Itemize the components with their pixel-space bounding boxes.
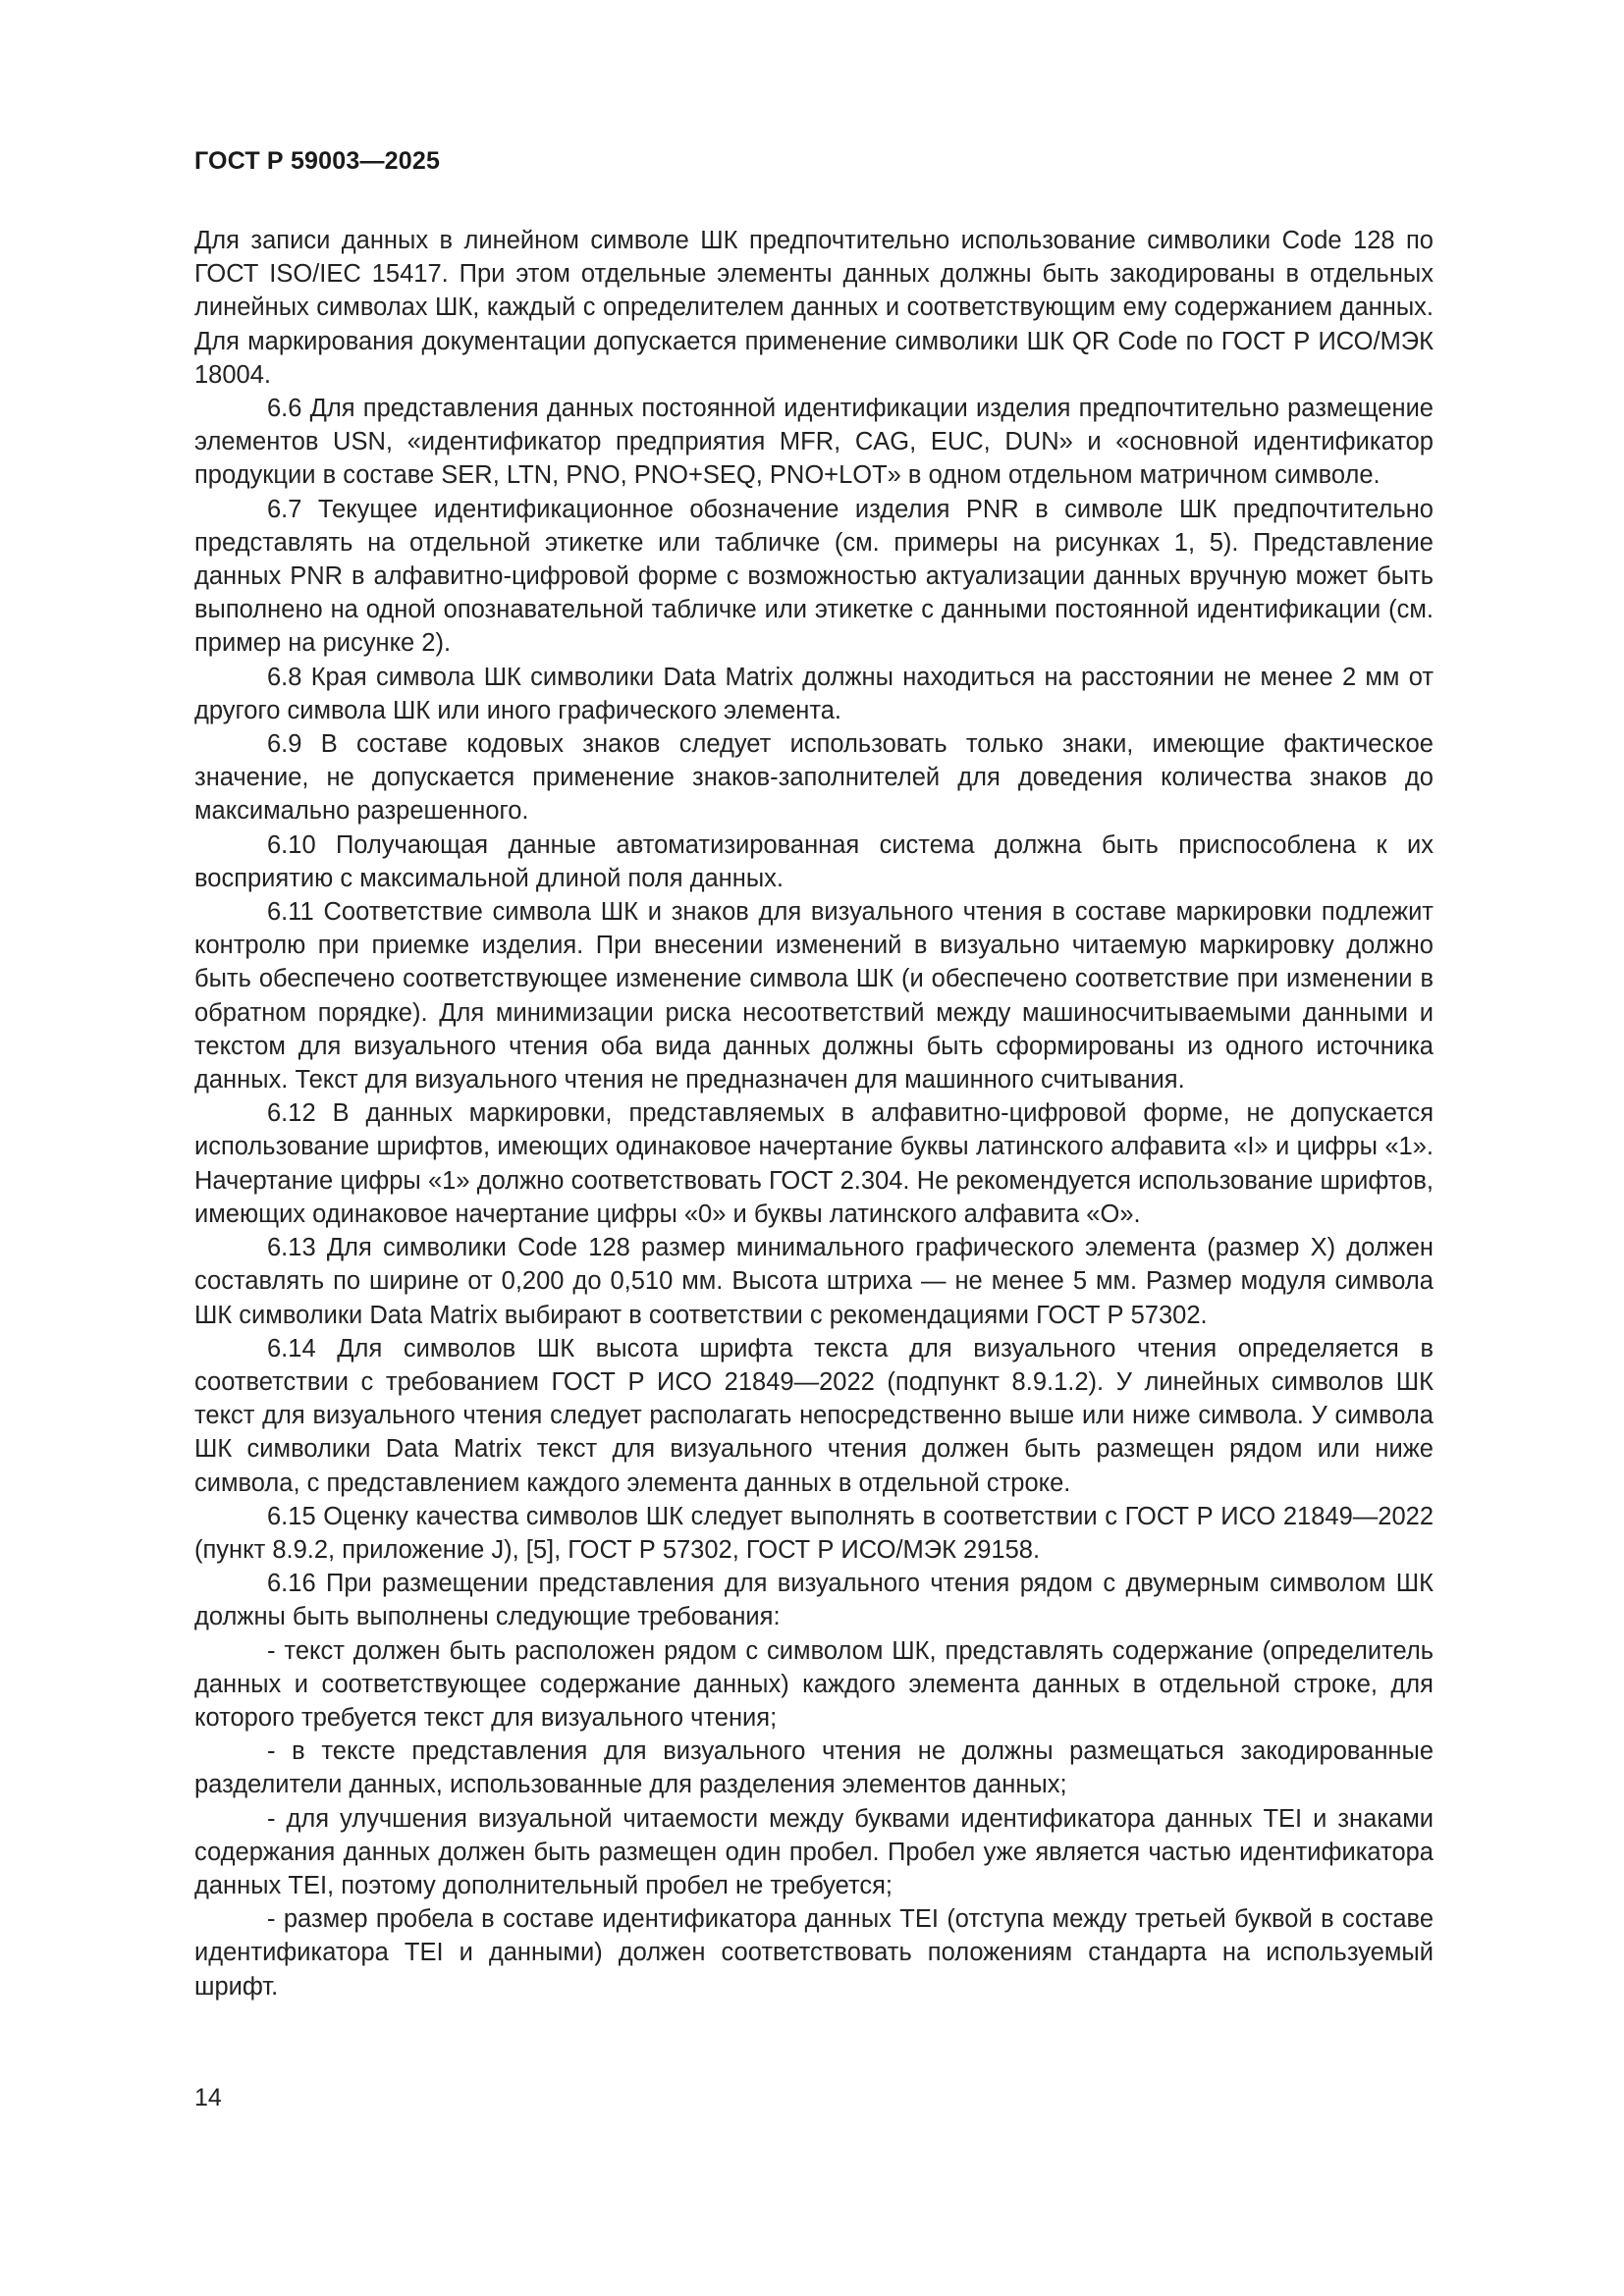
paragraph-6-15: 6.15 Оценку качества символов ШК следует выполнять в соответствии с ГОСТ Р ИСО 21849—2022 (пункт 8.9.2, приложение J), [5], ГОСТ Р 57302, ГОСТ Р ИСО/МЭК 29158. — [194, 1502, 1434, 1564]
list-item: - текст должен быть расположен рядом с символом ШК, представлять содержание (определитель данных и соответствующее содержание данных) каждого элемента данных в отдельной строке, для которого требуется текст для визуального чтения; — [194, 1636, 1434, 1732]
paragraph-6-13: 6.13 Для символики Code 128 размер минимального графического элемента (размер X) должен составлять по ширине от 0,200 до 0,510 мм. Высота штриха — не менее 5 мм. Размер модуля символа ШК символики Data Matrix выбирают в соответствии с рекомендациями ГОСТ Р 57302. — [194, 1234, 1434, 1329]
paragraph-6-8: 6.8 Края символа ШК символики Data Matrix должны находиться на расстоянии не менее 2 мм от другого символа ШК или иного графического элемента. — [194, 663, 1434, 724]
page-number: 14 — [194, 2084, 222, 2111]
list-item: - для улучшения визуальной читаемости между буквами идентификатора данных TEI и знаками содержания данных должен быть размещен один пробел. Пробел уже является частью идентификатора данных TEI, поэтому дополнительный пробел не требуется; — [194, 1804, 1434, 1899]
paragraph-6-14: 6.14 Для символов ШК высота шрифта текста для визуального чтения определяется в соответствии с требованием ГОСТ Р ИСО 21849—2022 (подпункт 8.9.1.2). У линейных символов ШК текст для визуального чтения следует располагать непосредственно выше или ниже символа. У символа ШК символики Data Matrix текст для визуального чтения должен быть размещен рядом или ниже символа, с представлением каждого элемента данных в отдельной строке. — [194, 1334, 1434, 1497]
list-item: - размер пробела в составе идентификатора данных TEI (отступа между третьей буквой в составе идентификатора TEI и данными) должен соответствовать положениям стандарта на используемый шрифт. — [194, 1905, 1434, 2001]
paragraph-6-16: 6.16 При размещении представления для визуального чтения рядом с двумерным символом ШК должны быть выполнены следующие требования: — [194, 1570, 1434, 1631]
paragraph-6-7: 6.7 Текущее идентификационное обозначение изделия PNR в символе ШК предпочтительно представлять на отдельной этикетке или табличке (см. примеры на рисунках 1, 5). Представление данных PNR в алфавитно-цифровой форме с возможностью актуализации данных вручную может быть выполнено на одной опознавательной табличке или этикетке с данными постоянной идентификации (см. пример на рисунке 2). — [194, 495, 1434, 658]
document-header: ГОСТ Р 59003—2025 — [194, 147, 441, 175]
paragraph-intro: Для записи данных в линейном символе ШК предпочтительно использование символики Code 128 по ГОСТ ISO/IEC 15417. При этом отдельные элементы данных должны быть закодированы в отдельных линейных символах ШК, каждый с определителем данных и соответствующим ему содержанием данных. Для маркирования документации допускается применение символики ШК QR Code по ГОСТ Р ИСО/МЭК 18004. — [194, 227, 1434, 389]
paragraph-6-12: 6.12 В данных маркировки, представляемых в алфавитно-цифровой форме, не допускается использование шрифтов, имеющих одинаковое начертание буквы латинского алфавита «I» и цифры «1». Начертание цифры «1» должно соответствовать ГОСТ 2.304. Не рекомендуется использование шрифтов, имеющих одинаковое начертание цифры «0» и буквы латинского алфавита «О». — [194, 1099, 1434, 1228]
document-body — [194, 224, 1434, 2003]
paragraph-6-10: 6.10 Получающая данные автоматизированная система должна быть приспособлена к их восприятию с максимальной длиной поля данных. — [194, 830, 1434, 892]
paragraph-6-6: 6.6 Для представления данных постоянной идентификации изделия предпочтительно размещение элементов USN, «идентификатор предприятия MFR, CAG, EUC, DUN» и «основной идентификатор продукции в составе SER, LTN, PNO, PNO+SEQ, PNO+LOT» в одном отдельном матричном символе. — [194, 395, 1434, 490]
list-item: - в тексте представления для визуального чтения не должны размещаться закодированные разделители данных, использованные для разделения элементов данных; — [194, 1737, 1434, 1799]
paragraph-6-11: 6.11 Соответствие символа ШК и знаков для визуального чтения в составе маркировки подлежит контролю при приемке изделия. При внесении изменений в визуально читаемую маркировку должно быть обеспечено соответствующее изменение символа ШК (и обеспечено соответствие при изменении в обратном порядке). Для минимизации риска несоответствий между машиносчитываемыми данными и текстом для визуального чтения оба вида данных должны быть сформированы из одного источника данных. Текст для визуального чтения не предназначен для машинного считывания. — [194, 898, 1434, 1095]
paragraph-6-9: 6.9 В составе кодовых знаков следует использовать только знаки, имеющие фактическое значение, не допускается применение знаков-заполнителей для доведения количества знаков до максимально разрешенного. — [194, 730, 1434, 826]
